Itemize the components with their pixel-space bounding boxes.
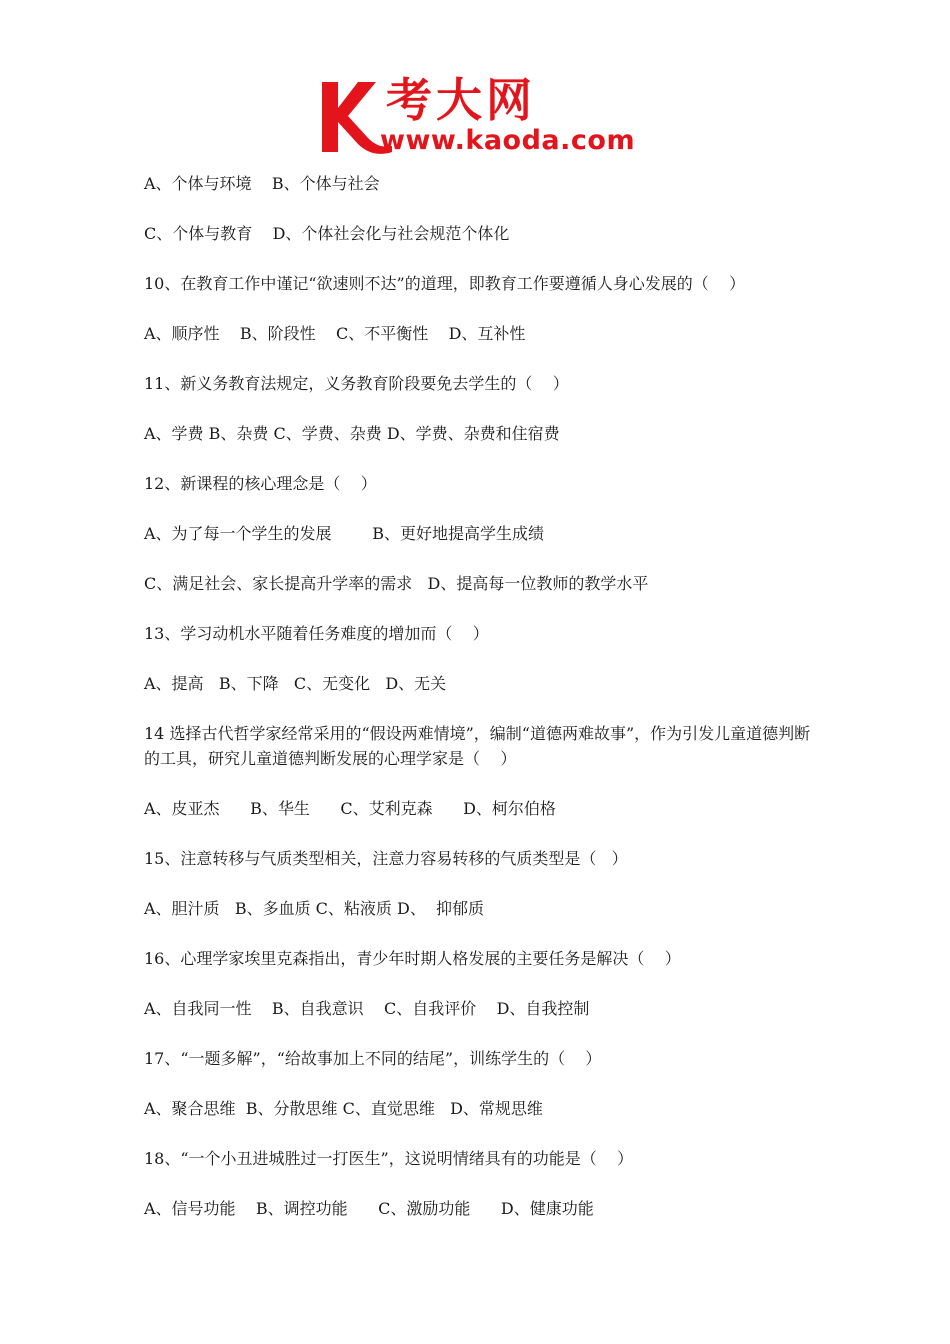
- question-18: 18、“一个小丑进城胜过一打医生”，这说明情绪具有的功能是（ ）: [144, 1149, 634, 1168]
- question-11: 11、新义务教育法规定，义务教育阶段要免去学生的（ ）: [144, 374, 569, 393]
- options-17: A、聚合思维 B、分散思维 C、直觉思维 D、常规思维: [144, 1099, 543, 1118]
- options-11: A、学费 B、杂费 C、学费、杂费 D、学费、杂费和住宿费: [144, 424, 560, 443]
- question-10: 10、在教育工作中谨记“欲速则不达”的道理，即教育工作要遵循人身心发展的（ ）: [144, 274, 746, 293]
- question-16: 16、心理学家埃里克森指出，青少年时期人格发展的主要任务是解决（ ）: [144, 949, 681, 968]
- logo-url-text: www.kaoda.com: [380, 125, 636, 156]
- question-14: 14 选择古代哲学家经常采用的“假设两难情境”，编制“道德两难故事”，作为引发儿童道德判断的工具，研究儿童道德判断发展的心理学家是（ ）: [144, 724, 811, 768]
- kaoda-logo: [318, 73, 638, 160]
- question-17: 17、“一题多解”，“给故事加上不同的结尾”，训练学生的（ ）: [144, 1049, 602, 1068]
- option-line-q9b: C、个体与教育 D、个体社会化与社会规范个体化: [144, 224, 510, 243]
- options-12-cd: C、满足社会、家长提高升学率的需求 D、提高每一位教师的教学水平: [144, 574, 649, 593]
- question-list: [144, 171, 814, 1246]
- options-10: A、顺序性 B、阶段性 C、不平衡性 D、互补性: [144, 324, 526, 343]
- question-12: 12、新课程的核心理念是（ ）: [144, 474, 377, 493]
- option-line-q9a: A、个体与环境 B、个体与社会: [144, 174, 380, 193]
- logo-brand-text: 考大网: [386, 73, 536, 127]
- options-14: A、皮亚杰 B、华生 C、艾利克森 D、柯尔伯格: [144, 799, 556, 818]
- question-15: 15、注意转移与气质类型相关，注意力容易转移的气质类型是（ ）: [144, 849, 628, 868]
- options-12-ab: A、为了每一个学生的发展 B、更好地提高学生成绩: [144, 524, 545, 543]
- options-13: A、提高 B、下降 C、无变化 D、无关: [144, 674, 447, 693]
- question-13: 13、学习动机水平随着任务难度的增加而（ ）: [144, 624, 489, 643]
- options-18: A、信号功能 B、调控功能 C、激励功能 D、健康功能: [144, 1199, 594, 1218]
- options-16: A、自我同一性 B、自我意识 C、自我评价 D、自我控制: [144, 999, 590, 1018]
- options-15: A、胆汁质 B、多血质 C、粘液质 D、 抑郁质: [144, 899, 484, 918]
